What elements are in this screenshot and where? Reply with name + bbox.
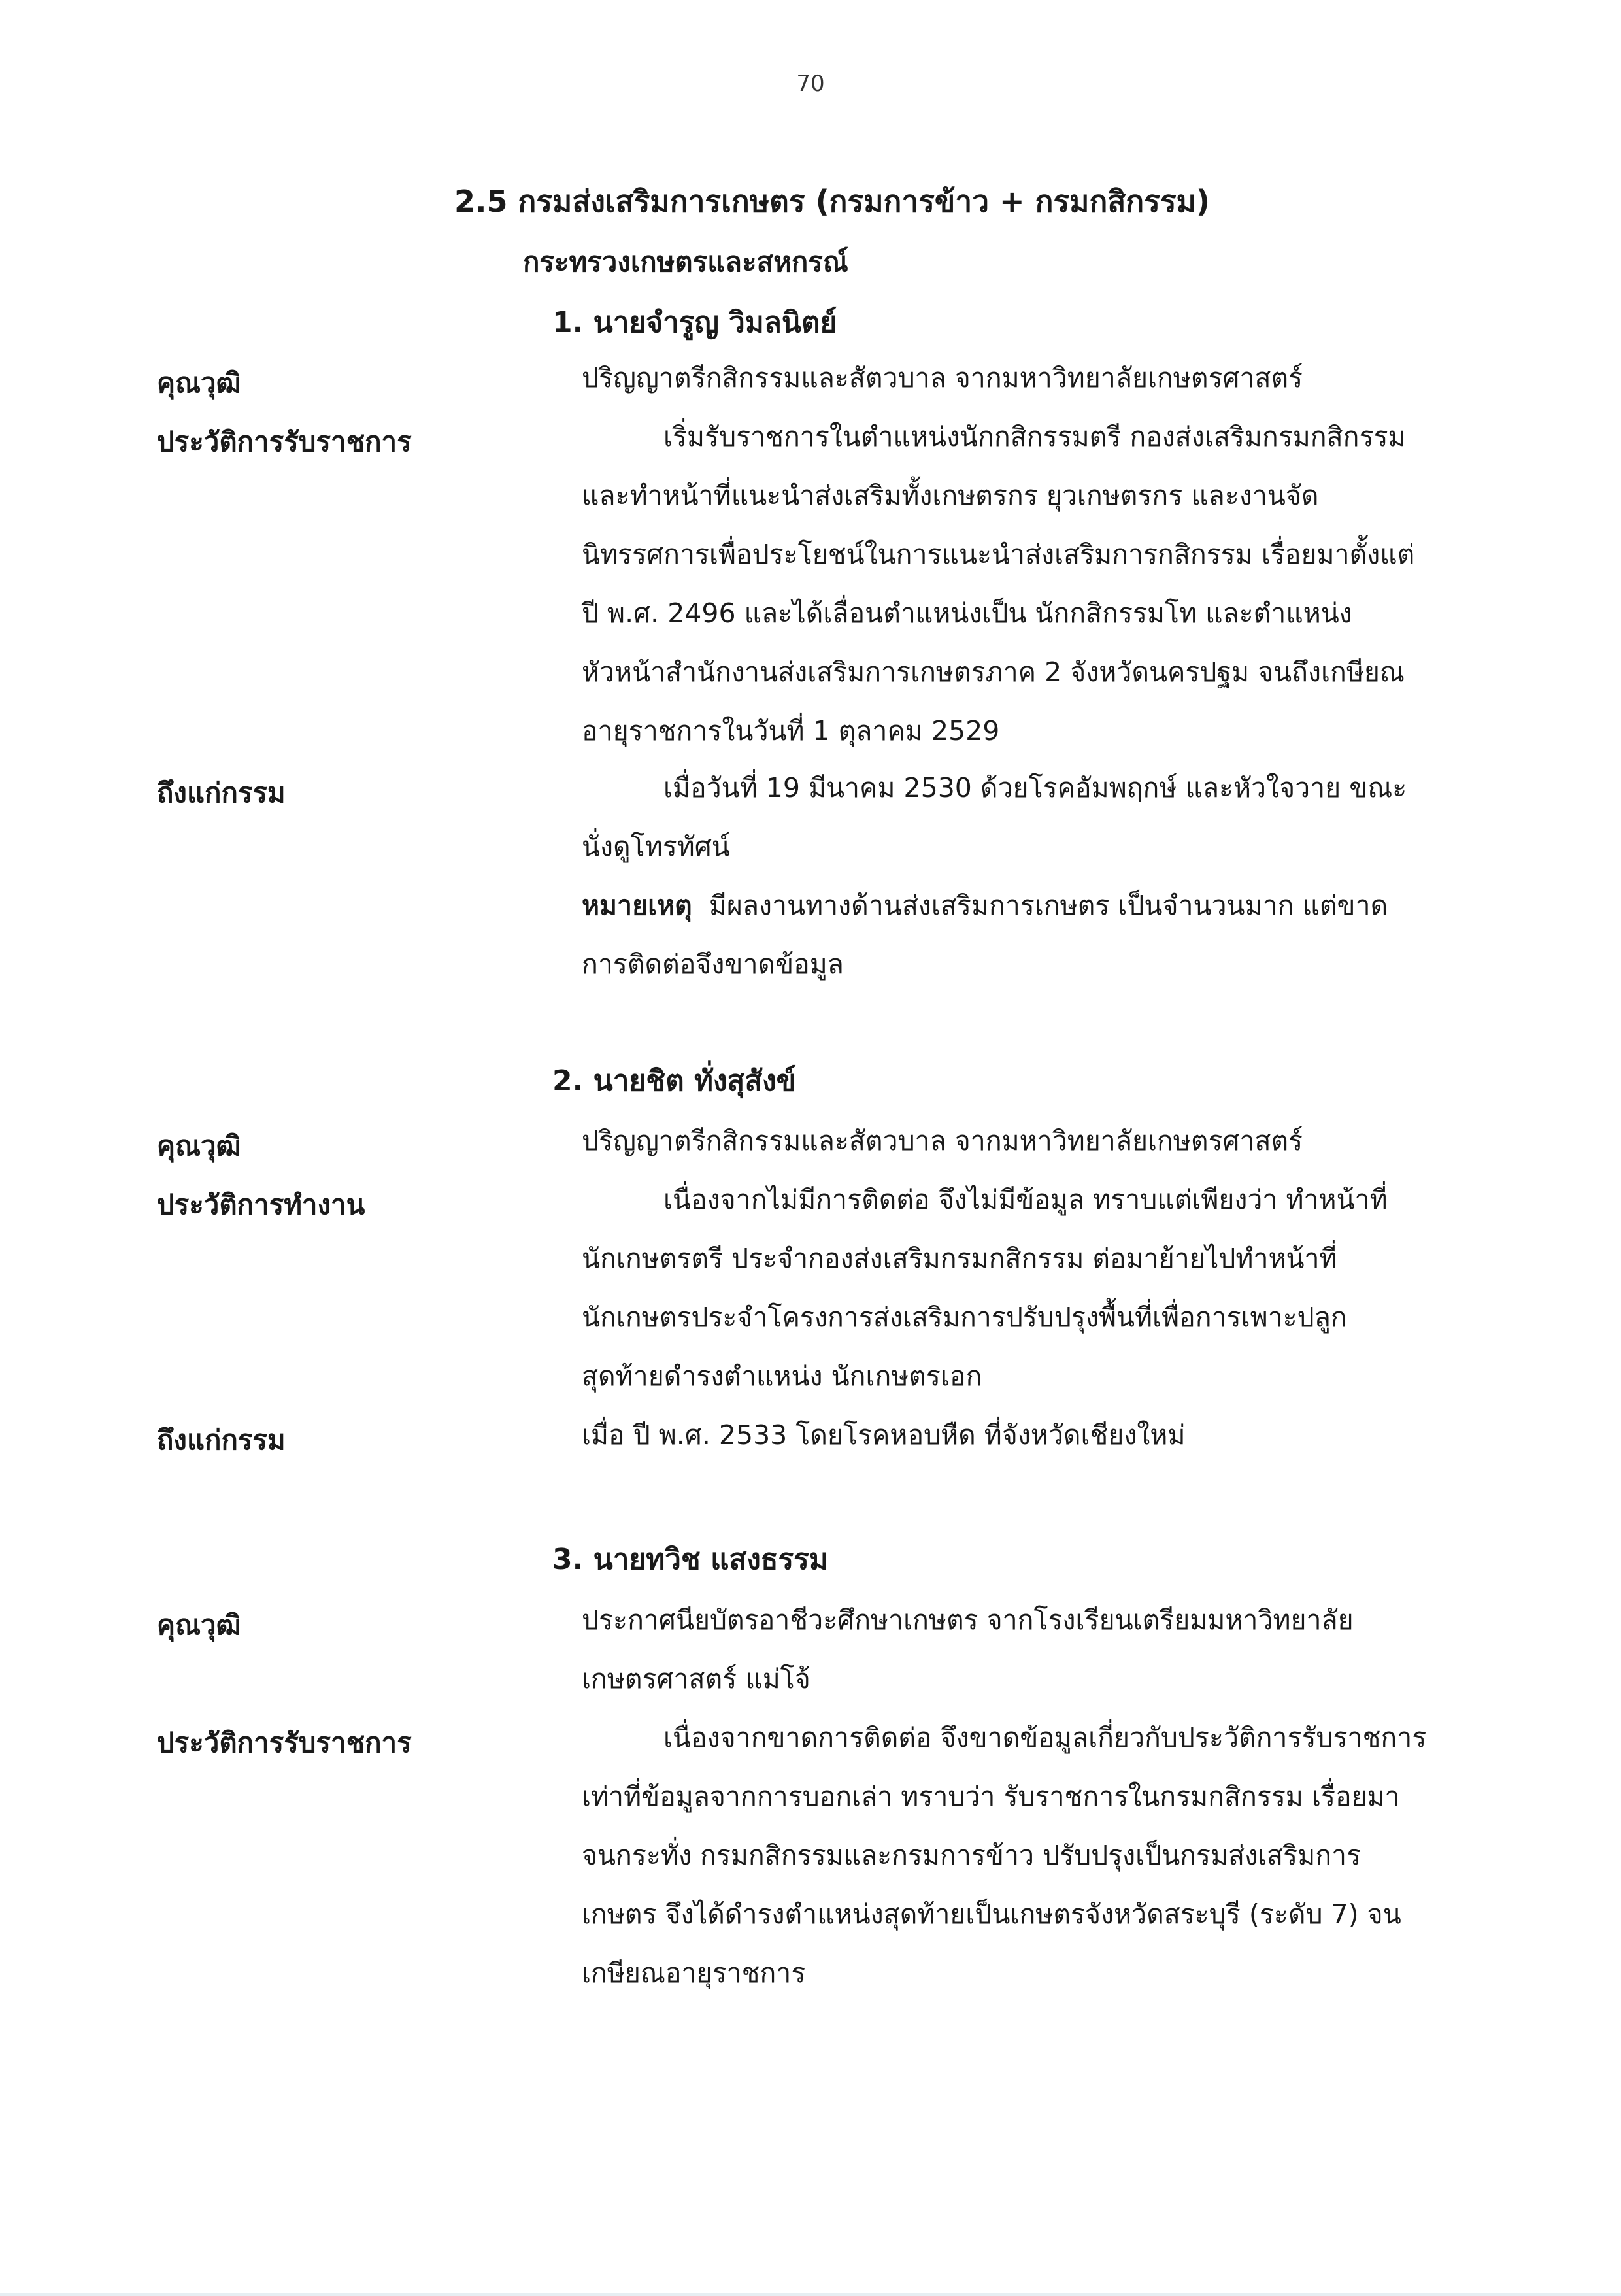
note-text: มีผลงานทางด้านส่งเสริมการเกษตร เป็นจำนวนมาก แต่ขาด: [709, 890, 1388, 921]
text-line: เท่าที่ข้อมูลจากการบอกเล่า ทราบว่า รับราชการในกรมกสิกรรม เรื่อยมา: [582, 1781, 1400, 1812]
text-line: จนกระทั่ง กรมกสิกรรมและกรมการข้าว ปรับปรุงเป็นกรมส่งเสริมการ: [582, 1840, 1362, 1871]
note-label: หมายเหตุ: [582, 890, 692, 921]
text-line: เนื่องจากไม่มีการติดต่อ จึงไม่มีข้อมูล ทราบแต่เพียงว่า ทำหน้าที่: [663, 1184, 1388, 1215]
text-line: เกษตร จึงได้ดำรงตำแหน่งสุดท้ายเป็นเกษตรจังหวัดสระบุรี (ระดับ 7) จน: [582, 1899, 1401, 1930]
section-heading: 2.5 กรมส่งเสริมการเกษตร (กรมการข้าว + กรมกสิกรรม): [454, 184, 1211, 219]
text-line: เริ่มรับราชการในตำแหน่งนักกสิกรรมตรี กองส่งเสริมกรมกสิกรรม: [663, 421, 1406, 452]
person-3-history-label: ประวัติการรับราชการ: [157, 1727, 412, 1759]
note-line: [582, 876, 1520, 935]
person-1-qualification-label: คุณวุฒิ: [157, 367, 241, 399]
person-3-qualification-label: คุณวุฒิ: [157, 1609, 241, 1641]
text-line: เกษตรศาสตร์ แม่โจ้: [582, 1663, 811, 1695]
person-1-death: [582, 758, 1520, 994]
person-1-qualification: [582, 348, 1520, 407]
person-2-history-label: ประวัติการทำงาน: [157, 1189, 365, 1221]
text-line: นักเกษตรประจำโครงการส่งเสริมการปรับปรุงพื้นที่เพื่อการเพาะปลูก: [582, 1302, 1347, 1333]
bottom-edge: [0, 2293, 1621, 2296]
text-line: เนื่องจากขาดการติดต่อ จึงขาดข้อมูลเกี่ยวกับประวัติการรับราชการ: [663, 1722, 1427, 1753]
person-2-death: [582, 1406, 1520, 1464]
text-line: อายุราชการในวันที่ 1 ตุลาคม 2529: [582, 715, 1000, 747]
text-line: ปริญญาตรีกสิกรรมและสัตวบาล จากมหาวิทยาลัยเกษตรศาสตร์: [582, 1125, 1303, 1156]
text-line: ปี พ.ศ. 2496 และได้เลื่อนตำแหน่งเป็น นักกสิกรรมโท และตำแหน่ง: [582, 598, 1352, 629]
person-3-history: [582, 1708, 1520, 2002]
person-1-name: 1. นายจำรูญ วิมลนิตย์: [552, 306, 837, 339]
text-line: การติดต่อจึงขาดข้อมูล: [582, 949, 844, 980]
text-line: นั่งดูโทรทัศน์: [582, 831, 730, 862]
person-1-history-label: ประวัติการรับราชการ: [157, 426, 412, 458]
person-2-qualification-label: คุณวุฒิ: [157, 1130, 241, 1162]
person-2-qualification: [582, 1111, 1520, 1170]
ministry-name: กระทรวงเกษตรและสหกรณ์: [523, 246, 848, 278]
person-1-death-label: ถึงแก่กรรม: [157, 777, 286, 809]
person-2-name: 2. นายชิต ทั่งสุสังข์: [552, 1064, 796, 1098]
text-line: นิทรรศการเพื่อประโยชน์ในการแนะนำส่งเสริมการกสิกรรม เรื่อยมาตั้งแต่: [582, 539, 1415, 570]
person-3-name: 3. นายทวิช แสงธรรม: [552, 1543, 828, 1576]
person-1-history: [582, 407, 1520, 760]
text-line: ประกาศนียบัตรอาชีวะศึกษาเกษตร จากโรงเรียนเตรียมมหาวิทยาลัย: [582, 1604, 1354, 1636]
person-2-death-label: ถึงแก่กรรม: [157, 1424, 286, 1456]
person-2-history: [582, 1170, 1520, 1406]
person-3-qualification: [582, 1591, 1520, 1708]
text-line: นักเกษตรตรี ประจำกองส่งเสริมกรมกสิกรรม ต่อมาย้ายไปทำหน้าที่: [582, 1243, 1337, 1274]
text-line: เมื่อ ปี พ.ศ. 2533 โดยโรคหอบหืด ที่จังหวัดเชียงใหม่: [582, 1419, 1186, 1451]
text-line: ปริญญาตรีกสิกรรมและสัตวบาล จากมหาวิทยาลัยเกษตรศาสตร์: [582, 362, 1303, 394]
text-line: สุดท้ายดำรงตำแหน่ง นักเกษตรเอก: [582, 1360, 982, 1392]
text-line: และทำหน้าที่แนะนำส่งเสริมทั้งเกษตรกร ยุวเกษตรกร และงานจัด: [582, 480, 1319, 511]
text-line: เมื่อวันที่ 19 มีนาคม 2530 ด้วยโรคอัมพฤกษ์ และหัวใจวาย ขณะ: [663, 772, 1407, 803]
text-line: เกษียณอายุราชการ: [582, 1957, 806, 1989]
page-number: 70: [796, 71, 825, 97]
text-line: หัวหน้าสำนักงานส่งเสริมการเกษตรภาค 2 จังหวัดนครปฐม จนถึงเกษียณ: [582, 656, 1405, 688]
